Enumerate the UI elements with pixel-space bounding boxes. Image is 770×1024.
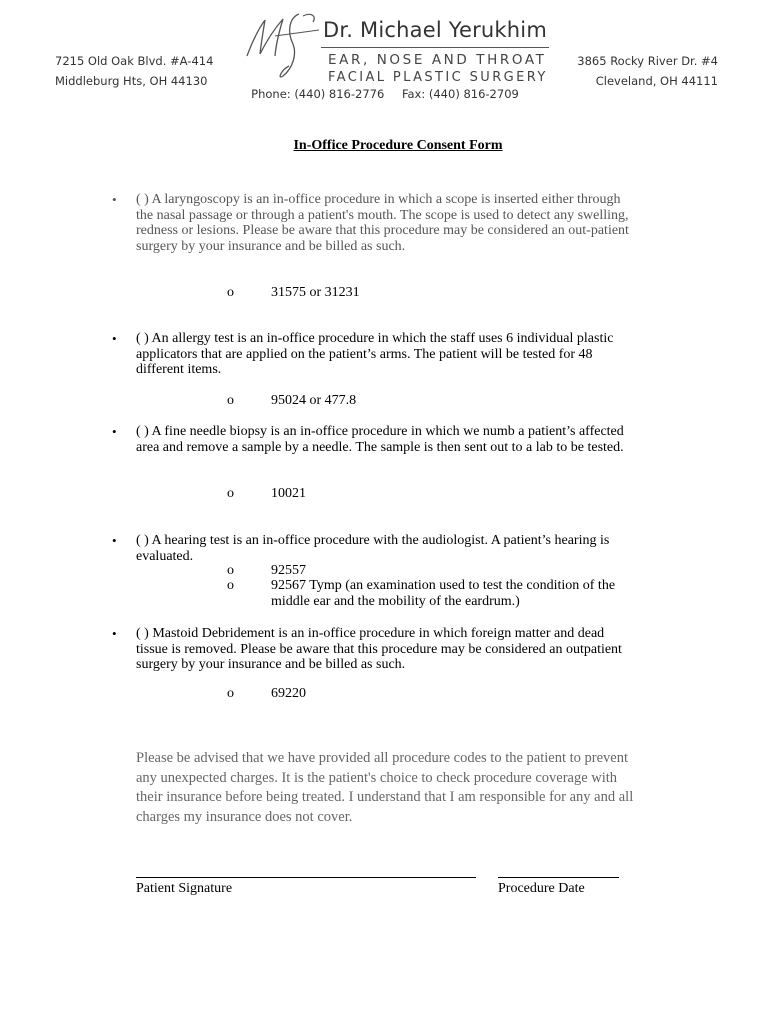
procedure-date-field[interactable] — [498, 877, 619, 878]
right-address-line-1: 3865 Rocky River Dr. #4 — [577, 54, 718, 68]
practice-specialty-line-2: FACIAL PLASTIC SURGERY — [328, 70, 548, 85]
procedure-code-text: 92567 Tymp (an examination used to test the condition of the middle ear and the mobility of the eardrum.) — [271, 578, 616, 609]
procedure-fine-needle-biopsy — [112, 424, 636, 455]
procedure-code-text: 10021 — [271, 486, 306, 501]
sub-bullet-icon: o — [227, 578, 234, 593]
procedure-code-text: 95024 or 477.8 — [271, 393, 357, 408]
bullet-icon: • — [112, 331, 117, 346]
procedure-text: ( ) A hearing test is an in-office procedure with the audiologist. A patient’s hearing is evaluated. — [136, 533, 610, 564]
sub-bullet-icon: o — [227, 563, 234, 578]
form-title: In-Office Procedure Consent Form — [293, 138, 503, 153]
procedure-text: ( ) A laryngoscopy is an in-office procedure in which a scope is inserted either through the nasal passage or through a patient's mouth. The scope is used to detect any swelling, redness or lesions. Please be aware that this procedure may be considered an out-patient surgery by your insurance and be billed as such. — [136, 192, 629, 254]
procedure-code — [227, 686, 306, 702]
procedure-text: ( ) An allergy test is an in-office procedure in which the staff uses 6 individual plastic applicators that are applied on the patient’s arms. The patient will be tested for 48 different items. — [136, 331, 614, 377]
procedure-code — [227, 578, 631, 609]
sub-bullet-icon: o — [227, 686, 234, 701]
practice-doctor-name: Dr. Michael Yerukhim — [323, 18, 547, 42]
sub-bullet-icon: o — [227, 486, 234, 501]
sub-bullet-icon: o — [227, 285, 234, 300]
procedure-allergy-test — [112, 331, 636, 378]
right-office-address — [577, 51, 718, 91]
bullet-icon: • — [112, 626, 117, 641]
procedure-code — [227, 393, 356, 409]
procedure-code-text: 92557 — [271, 563, 306, 578]
procedure-code-text: 31575 or 31231 — [271, 285, 360, 300]
monogram-logo-icon — [243, 10, 325, 86]
contact-info — [0, 87, 770, 101]
patient-signature-field[interactable] — [136, 877, 476, 878]
procedure-code — [227, 486, 306, 502]
procedure-mastoid-debridement — [112, 626, 636, 673]
procedure-hearing-test — [112, 533, 636, 564]
fax-number: Fax: (440) 816-2709 — [401, 87, 519, 101]
procedure-code — [227, 563, 306, 579]
bullet-icon: • — [112, 192, 117, 207]
procedure-laryngoscopy — [112, 192, 636, 254]
left-office-address — [55, 51, 213, 91]
practice-logo — [243, 10, 563, 86]
logo-divider — [321, 47, 549, 48]
procedure-code — [227, 285, 360, 301]
left-address-line-1: 7215 Old Oak Blvd. #A-414 — [55, 54, 214, 68]
bullet-icon: • — [112, 424, 117, 439]
patient-signature-label: Patient Signature — [136, 881, 233, 896]
procedure-code-text: 69220 — [271, 686, 306, 701]
procedure-text: ( ) Mastoid Debridement is an in-office procedure in which foreign matter and dead tissue is removed. Please be aware that this procedure may be considered an outpatient surgery by your insurance and be billed as such. — [136, 626, 622, 672]
left-address-line-2: Middleburg Hts, OH 44130 — [55, 74, 208, 88]
procedure-date-label: Procedure Date — [498, 881, 585, 896]
phone-number: Phone: (440) 816-2776 — [251, 87, 385, 101]
billing-notice: Please be advised that we have provided all procedure codes to the patient to prevent any unexpected charges. It is the patient's choice to check procedure coverage with their insurance before being treated. I understand that I am responsible for any and all charges my insurance does not cover. — [136, 750, 634, 825]
sub-bullet-icon: o — [227, 393, 234, 408]
bullet-icon: • — [112, 533, 117, 548]
practice-specialty-line-1: EAR, NOSE AND THROAT — [328, 52, 547, 68]
procedure-text: ( ) A fine needle biopsy is an in-office procedure in which we numb a patient’s affected area and remove a sample by a needle. The sample is then sent out to a lab to be tested. — [136, 424, 624, 455]
right-address-line-2: Cleveland, OH 44111 — [595, 74, 718, 88]
